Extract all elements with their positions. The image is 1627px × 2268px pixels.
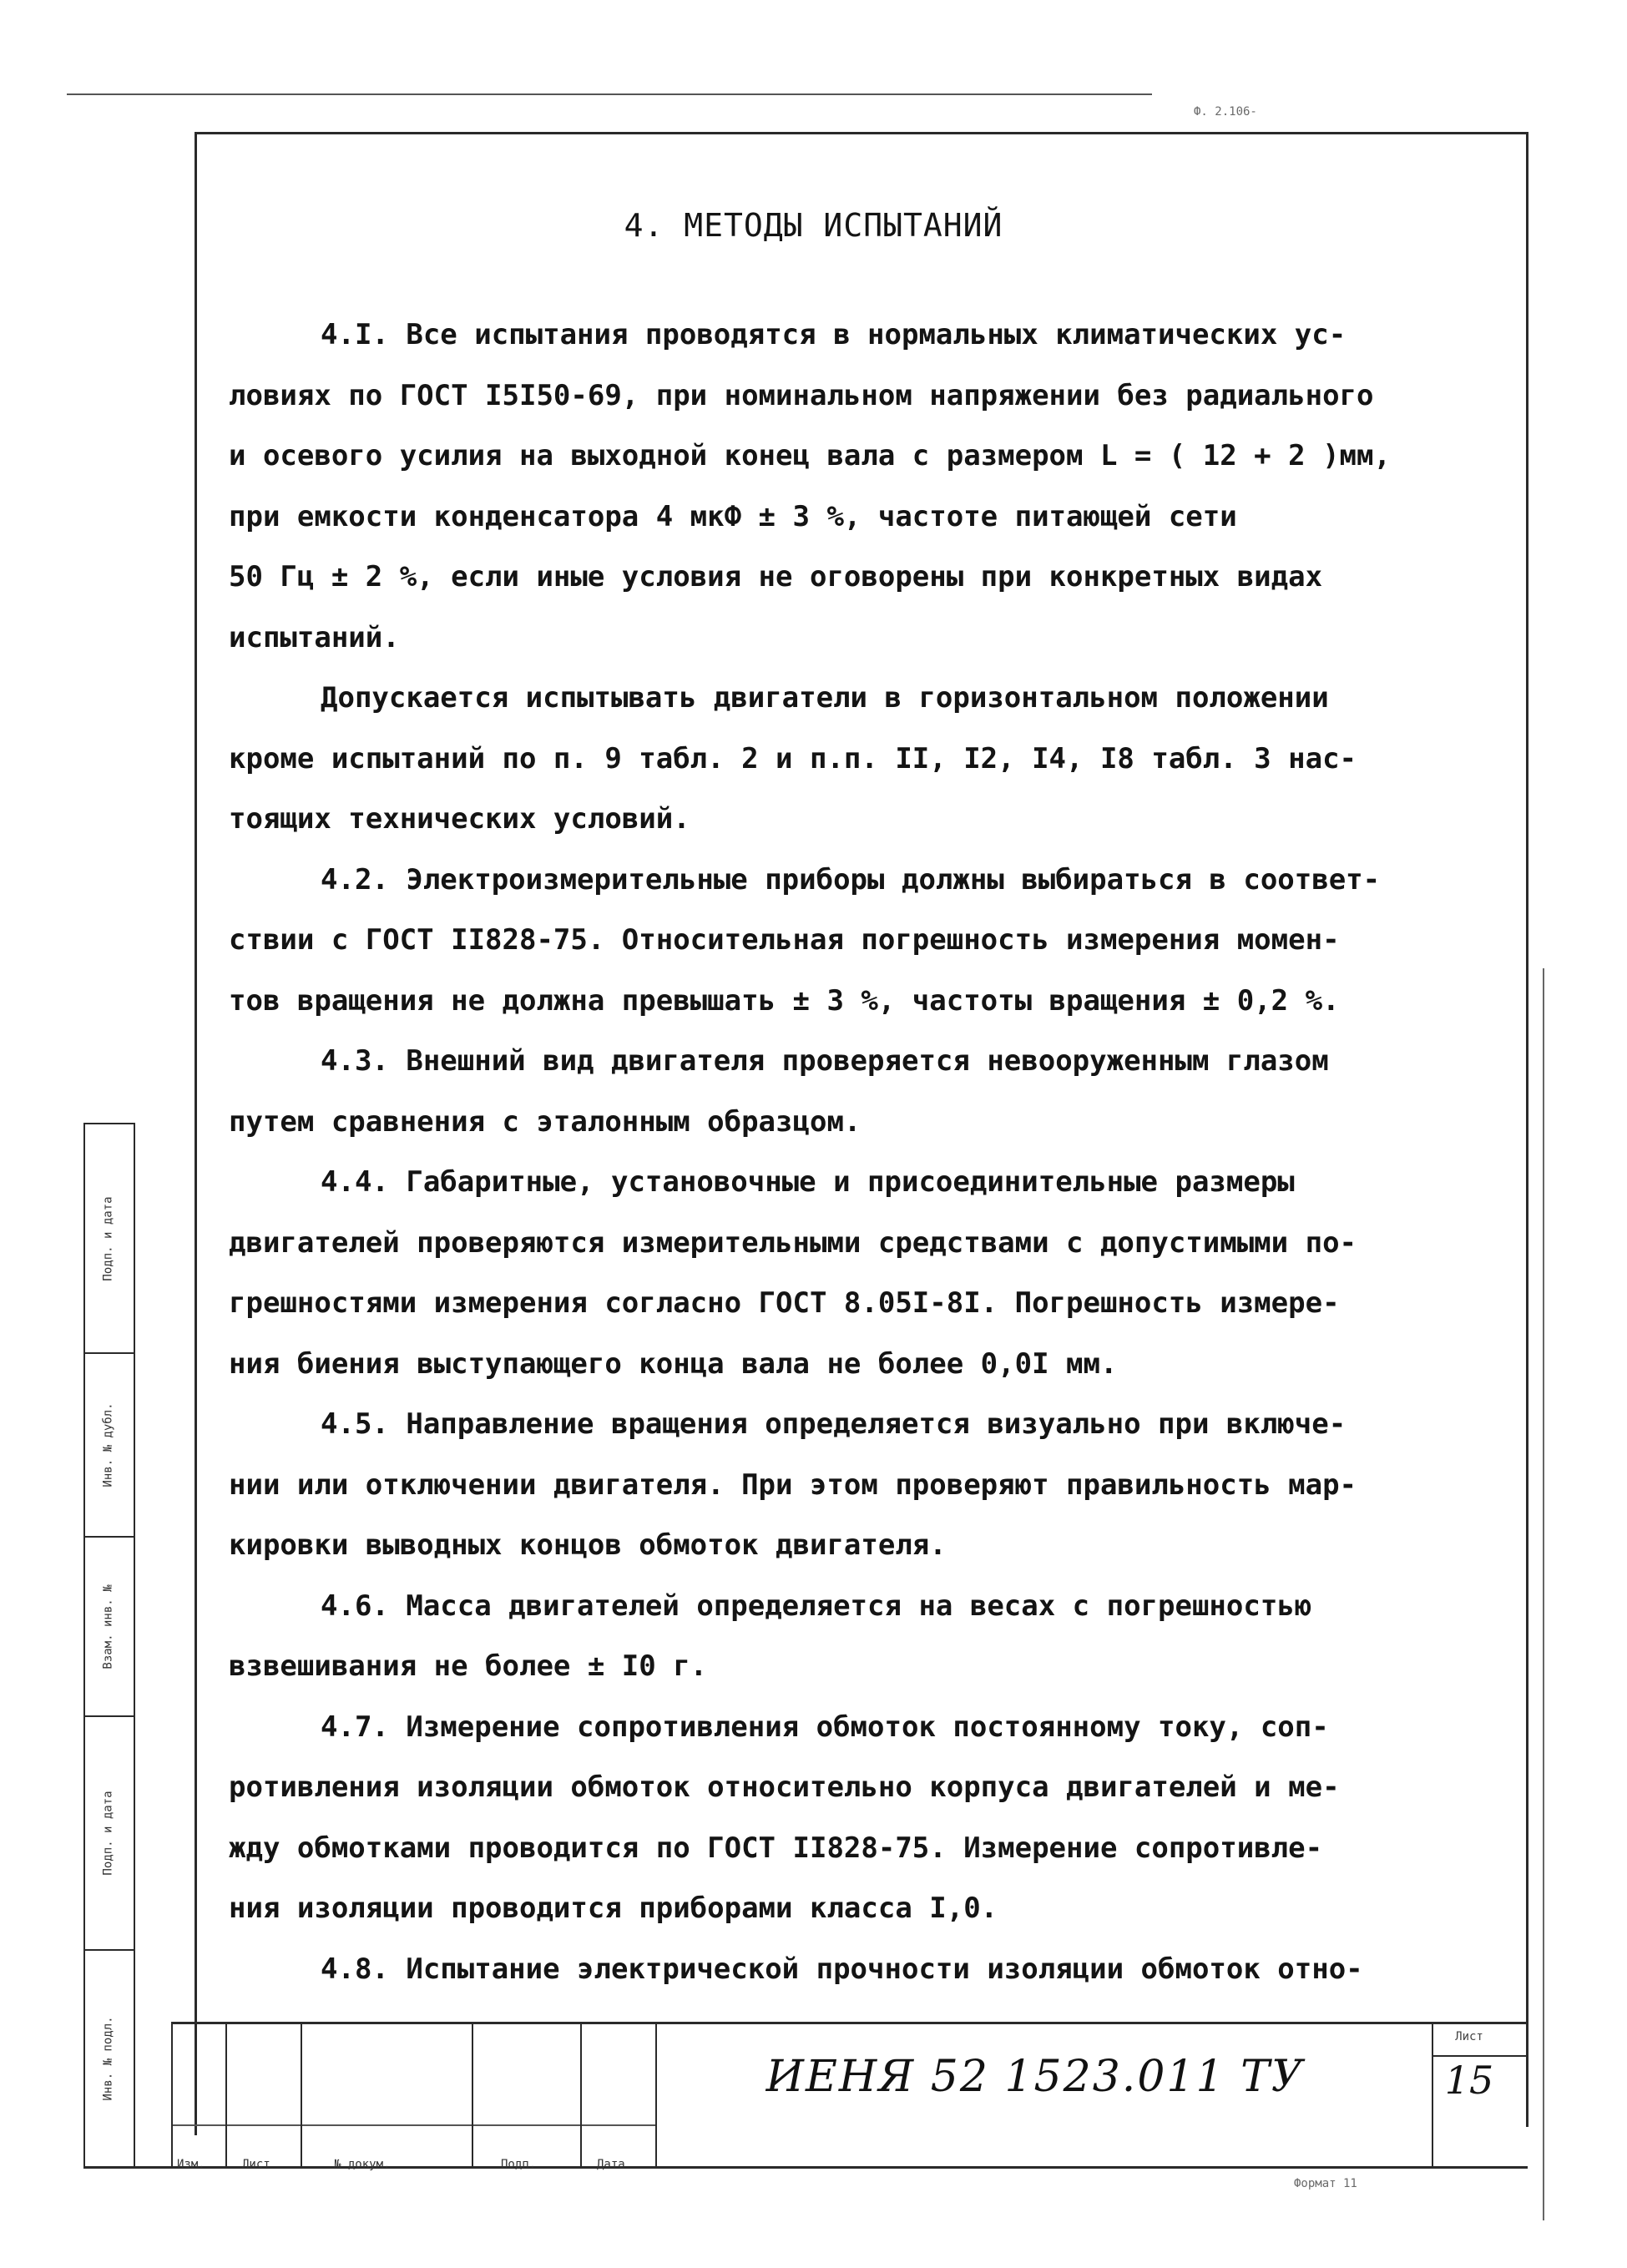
text-line: 4.7. Измерение сопротивления обмоток постоянному току, соп- (321, 1710, 1329, 1744)
text-line: и осевого усилия на выходной конец вала с размером L = ( 12 + 2 )мм, (229, 439, 1391, 472)
title-block-cell-line (1432, 2022, 1433, 2166)
text-line: кроме испытаний по п. 9 табл. 2 и п.п. II, I2, I4, I8 табл. 3 нас- (229, 741, 1357, 775)
stamp-label-change: Изм. (177, 2158, 205, 2171)
title-block-mid-line (171, 2124, 655, 2126)
sheet-label: Лист (1455, 2030, 1483, 2043)
sheet-number: 15 (1444, 2058, 1494, 2103)
text-line: кировки выводных концов обмоток двигателя. (229, 1528, 947, 1562)
title-block-cell-line (472, 2022, 473, 2166)
side-stamp-cell: Подп. и дата (102, 1195, 115, 1281)
frame-right-border (1526, 132, 1528, 2127)
text-line: 4.6. Масса двигателей определяется на весах с погрешностью (321, 1589, 1312, 1623)
document-number: ИЕНЯ 52 1523.011 ТУ (765, 2052, 1305, 2102)
text-line: двигателей проверяются измерительными средствами с допустимыми по- (229, 1225, 1357, 1260)
stamp-label-signature: Подп. (501, 2158, 537, 2171)
side-stamp-right-line (134, 1123, 135, 2166)
top-right-form-mark: Ф. 2.106- (1194, 105, 1257, 119)
frame-top-border (196, 132, 1528, 134)
text-line: ротивления изоляции обмоток относительно корпуса двигателей и ме- (229, 1770, 1340, 1804)
side-stamp-cell: Взам. инв. № (102, 1584, 115, 1669)
side-stamp-cell: Инв. № подл. (102, 2016, 115, 2101)
stamp-label-sheet: Лист (242, 2158, 270, 2171)
sheet-cell-divider (1432, 2055, 1526, 2057)
stamp-label-doc-number: № докум. (334, 2158, 391, 2171)
title-block-cell-line (171, 2022, 173, 2166)
text-line: грешностями измерения согласно ГОСТ 8.05I-8I. Погрешность измере- (229, 1286, 1340, 1320)
bottom-right-format-mark: Формат 11 (1294, 2177, 1357, 2190)
text-line: при емкости конденсатора 4 мкФ ± 3 %, частоте питающей сети (229, 499, 1237, 533)
text-line: 4.5. Направление вращения определяется визуально при включе- (321, 1407, 1347, 1441)
text-line: ловиях по ГОСТ I5I50-69, при номинальном напряжении без радиального (229, 378, 1374, 412)
text-line: тоящих технических условий. (229, 802, 690, 836)
text-line: тов вращения не должна превышать ± 3 %, частоты вращения ± 0,2 %. (229, 983, 1340, 1018)
text-line: ствии с ГОСТ II828-75. Относительная погрешность измерения момен- (229, 923, 1340, 957)
text-line: 4.3. Внешний вид двигателя проверяется невооруженным глазом (321, 1044, 1329, 1078)
text-line: Допускается испытывать двигатели в горизонтальном положении (321, 681, 1329, 715)
text-line: ния биения выступающего конца вала не более 0,0I мм. (229, 1346, 1118, 1381)
text-line: испытаний. (229, 620, 400, 654)
document-body (229, 305, 1498, 1999)
text-line: 4.4. Габаритные, установочные и присоединительные размеры (321, 1165, 1295, 1199)
right-edge-scan-line (1543, 968, 1544, 2220)
side-stamp-cell: Подп. и дата (102, 1791, 115, 1876)
text-line: 4.8. Испытание электрической прочности изоляции обмоток отно- (321, 1952, 1363, 1986)
title-block-cell-line (301, 2022, 302, 2166)
title-block-cell-line (580, 2022, 582, 2166)
frame-bottom-border (83, 2166, 1528, 2169)
title-block-top-line (171, 2022, 1528, 2024)
text-line: путем сравнения с эталонным образцом. (229, 1104, 862, 1139)
text-line: нии или отключении двигателя. При этом проверяют правильность мар- (229, 1467, 1357, 1502)
section-title: 4. МЕТОДЫ ИСПЫТАНИЙ (624, 207, 1003, 244)
stamp-label-date: Дата (597, 2158, 625, 2171)
top-scan-line (67, 93, 1152, 95)
title-block-cell-line (225, 2022, 227, 2166)
text-line: 4.I. Все испытания проводятся в нормальных климатических ус- (321, 318, 1347, 351)
text-line: 4.2. Электроизмерительные приборы должны выбираться в соответ- (321, 862, 1381, 897)
text-line: жду обмотками проводится по ГОСТ II828-75. Измерение сопротивле- (229, 1831, 1323, 1865)
text-line: ния изоляции проводится приборами класса I,0. (229, 1892, 998, 1925)
frame-left-border (195, 132, 197, 2135)
text-line: взвешивания не более ± I0 г. (229, 1649, 708, 1683)
text-line: 50 Гц ± 2 %, если иные условия не оговорены при конкретных видах (229, 560, 1323, 594)
side-stamp-cell: Инв. № дубл. (102, 1402, 115, 1488)
